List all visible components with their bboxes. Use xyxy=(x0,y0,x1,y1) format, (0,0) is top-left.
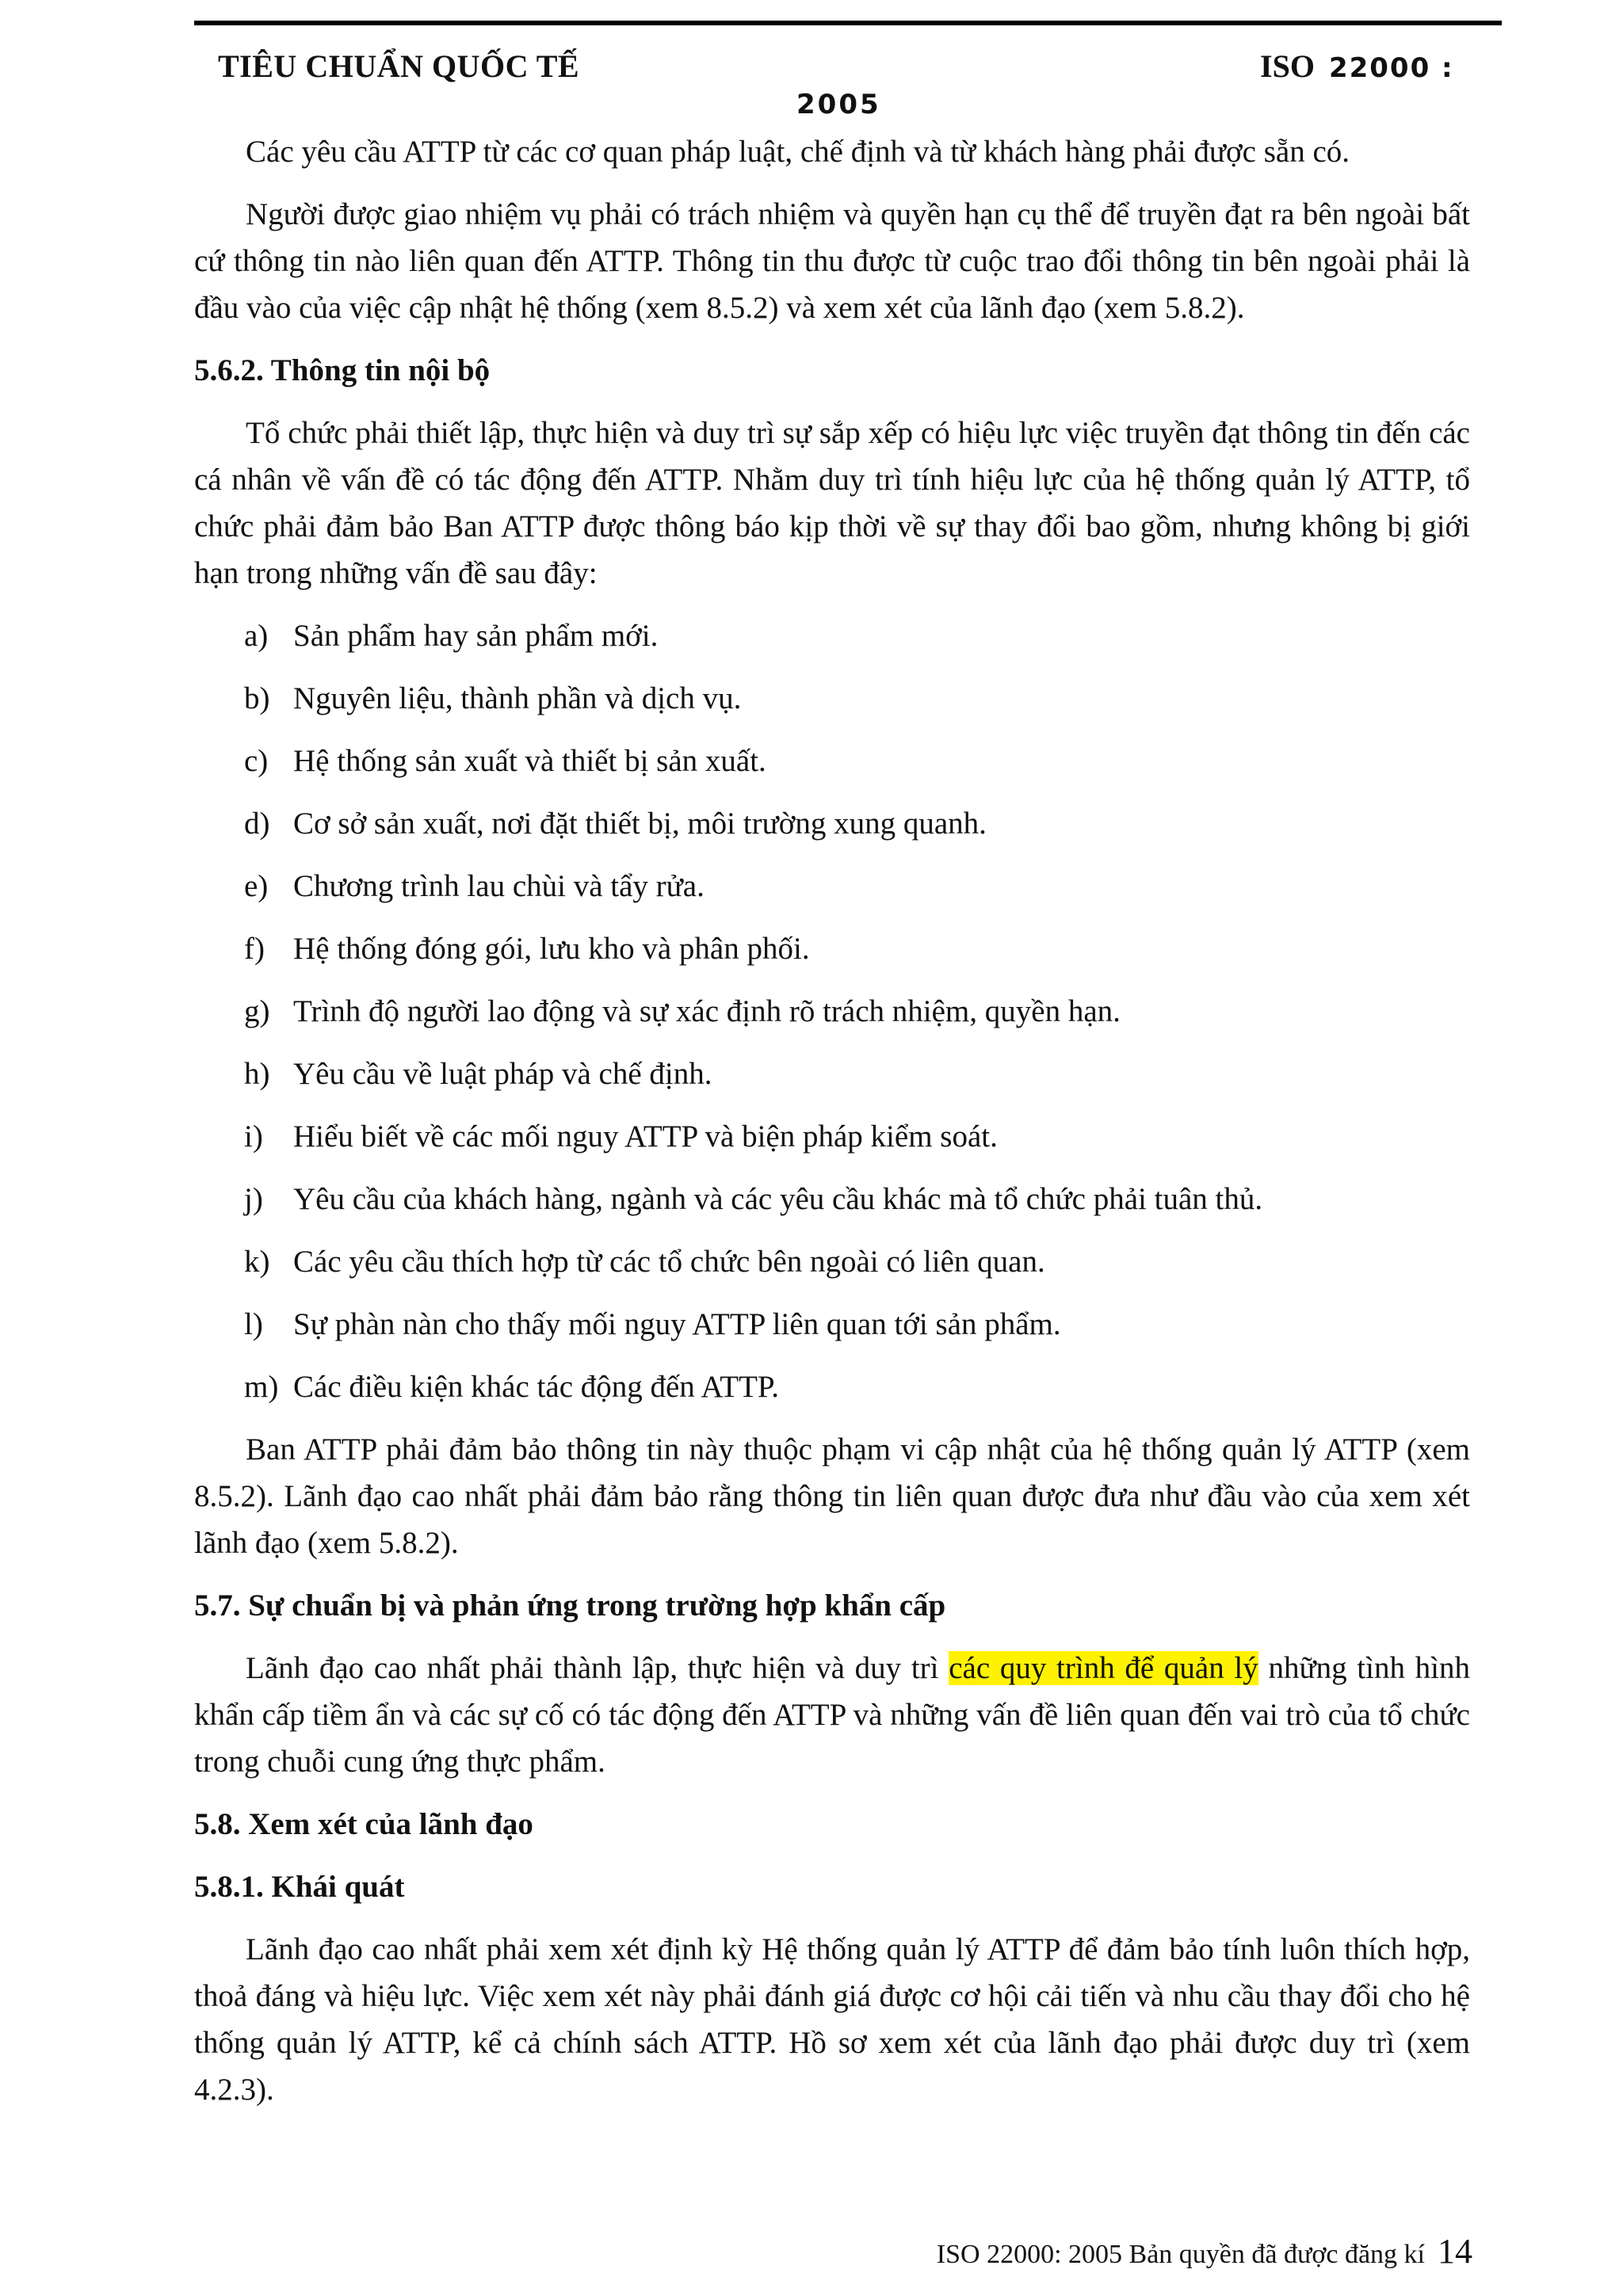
list-item xyxy=(194,1051,1470,1097)
list-item-text: Chương trình lau chùi và tẩy rửa. xyxy=(293,869,705,903)
section-heading-5-7: 5.7. Sự chuẩn bị và phản ứng trong trường hợp khẩn cấp xyxy=(194,1589,946,1623)
list-item-marker: g) xyxy=(244,994,270,1028)
paragraph-emergency-end: những tình hình khẩn cấp tiềm ẩn và các sự cố có tác động đến ATTP và những vấn đề liên quan đến vai trò của tổ chức trong chuỗi cung ứng thực phẩm. xyxy=(194,1651,1470,1779)
list-item-marker: j) xyxy=(244,1182,263,1216)
list-item xyxy=(194,1113,1470,1160)
list-item-marker: b) xyxy=(244,681,270,715)
list-item-marker: h) xyxy=(244,1057,270,1091)
list-item-marker: f) xyxy=(244,932,265,966)
paragraph-internal-communication: Tổ chức phải thiết lập, thực hiện và duy trì sự sắp xếp có hiệu lực việc truyền đạt thông tin đến các cá nhân về vấn đề có tác động đến ATTP. Nhằm duy trì tính hiệu lực của hệ thống quản lý ATTP, tổ chức phải đảm bảo Ban ATTP được thông báo kịp thời về sự thay đổi bao gồm, nhưng không bị giới hạn trong những vấn đề sau đây: xyxy=(194,416,1470,590)
footer-copyright: ISO 22000: 2005 Bản quyền đã được đăng kí xyxy=(936,2240,1425,2269)
list-item-marker: m) xyxy=(244,1370,279,1404)
list-item-text: Trình độ người lao động và sự xác định rõ trách nhiệm, quyền hạn. xyxy=(293,994,1121,1028)
paragraph-emergency xyxy=(194,1645,1470,1785)
list-item-marker: d) xyxy=(244,807,270,841)
section-heading-5-8: 5.8. Xem xét của lãnh đạo xyxy=(194,1807,533,1841)
header-title: TIÊU CHUẨN QUỐC TẾ xyxy=(218,48,580,84)
list-item xyxy=(194,1176,1470,1222)
highlighted-text: các quy trình để quản lý xyxy=(949,1651,1258,1685)
list-item xyxy=(194,1238,1470,1285)
list-item-text: Các yêu cầu thích hợp từ các tổ chức bên ngoài có liên quan. xyxy=(293,1245,1045,1279)
list-item xyxy=(194,1363,1470,1410)
list-item-marker: e) xyxy=(244,869,269,903)
header-year: 2005 xyxy=(796,89,881,120)
list-item-text: Sản phẩm hay sản phẩm mới. xyxy=(293,619,659,653)
paragraph-management-review: Lãnh đạo cao nhất phải xem xét định kỳ Hệ thống quản lý ATTP để đảm bảo tính luôn thích hợp, thoả đáng và hiệu lực. Việc xem xét này phải đánh giá được cơ hội cải tiến và nhu cầu thay đổi cho hệ thống quản lý ATTP, kể cả chính sách ATTP. Hồ sơ xem xét của lãnh đạo phải được duy trì (xem 4.2.3). xyxy=(194,1932,1470,2107)
page-number: 14 xyxy=(1438,2232,1472,2271)
paragraph-requirements: Các yêu cầu ATTP từ các cơ quan pháp luật, chế định và từ khách hàng phải được sẵn có. xyxy=(246,135,1350,169)
section-heading-5-8-1: 5.8.1. Khái quát xyxy=(194,1870,405,1904)
list-item xyxy=(194,738,1470,784)
header-standard-number: 22000 : xyxy=(1328,52,1454,84)
change-list xyxy=(194,612,1470,1410)
document-body xyxy=(194,128,1470,2113)
section-heading-5-6-2: 5.6.2. Thông tin nội bộ xyxy=(194,353,491,387)
list-item xyxy=(194,1301,1470,1348)
page-footer xyxy=(937,2231,1472,2271)
list-item-marker: l) xyxy=(244,1307,263,1341)
paragraph-external-communication: Người được giao nhiệm vụ phải có trách nhiệm và quyền hạn cụ thể để truyền đạt ra bên ngoài bất cứ thông tin nào liên quan đến ATTP. Thông tin thu được từ cuộc trao đổi thông tin bên ngoài phải là đầu vào của việc cập nhật hệ thống (xem 8.5.2) và xem xét của lãnh đạo (xem 5.8.2). xyxy=(194,197,1470,325)
paragraph-emergency-start: Lãnh đạo cao nhất phải thành lập, thực hiện và duy trì xyxy=(246,1651,949,1685)
list-item-marker: a) xyxy=(244,619,269,653)
list-item-text: Hệ thống sản xuất và thiết bị sản xuất. xyxy=(293,744,766,778)
header-rule xyxy=(194,21,1502,25)
list-item-marker: i) xyxy=(244,1119,263,1154)
list-item-text: Yêu cầu về luật pháp và chế định. xyxy=(293,1057,712,1091)
list-item xyxy=(194,925,1470,972)
list-item-text: Hiểu biết về các mối nguy ATTP và biện pháp kiểm soát. xyxy=(293,1119,998,1154)
list-item-text: Các điều kiện khác tác động đến ATTP. xyxy=(293,1370,780,1404)
list-item xyxy=(194,988,1470,1035)
list-item xyxy=(194,800,1470,847)
list-item xyxy=(194,863,1470,910)
header-standard-label: ISO xyxy=(1260,48,1315,84)
list-item-marker: c) xyxy=(244,744,269,778)
header-standard xyxy=(1260,48,1454,85)
list-item xyxy=(194,612,1470,659)
list-item-text: Cơ sở sản xuất, nơi đặt thiết bị, môi trường xung quanh. xyxy=(293,807,987,841)
list-item-text: Nguyên liệu, thành phần và dịch vụ. xyxy=(293,681,742,715)
list-item-marker: k) xyxy=(244,1245,270,1279)
list-item-text: Sự phàn nàn cho thấy mối nguy ATTP liên quan tới sản phẩm. xyxy=(293,1307,1061,1341)
list-item xyxy=(194,675,1470,722)
list-item-text: Hệ thống đóng gói, lưu kho và phân phối. xyxy=(293,932,810,966)
list-item-text: Yêu cầu của khách hàng, ngành và các yêu cầu khác mà tổ chức phải tuân thủ. xyxy=(293,1182,1263,1216)
paragraph-food-safety-team: Ban ATTP phải đảm bảo thông tin này thuộc phạm vi cập nhật của hệ thống quản lý ATTP (xem 8.5.2). Lãnh đạo cao nhất phải đảm bảo rằng thông tin liên quan được đưa như đầu vào của xem xét lãnh đạo (xem 5.8.2). xyxy=(194,1432,1470,1560)
